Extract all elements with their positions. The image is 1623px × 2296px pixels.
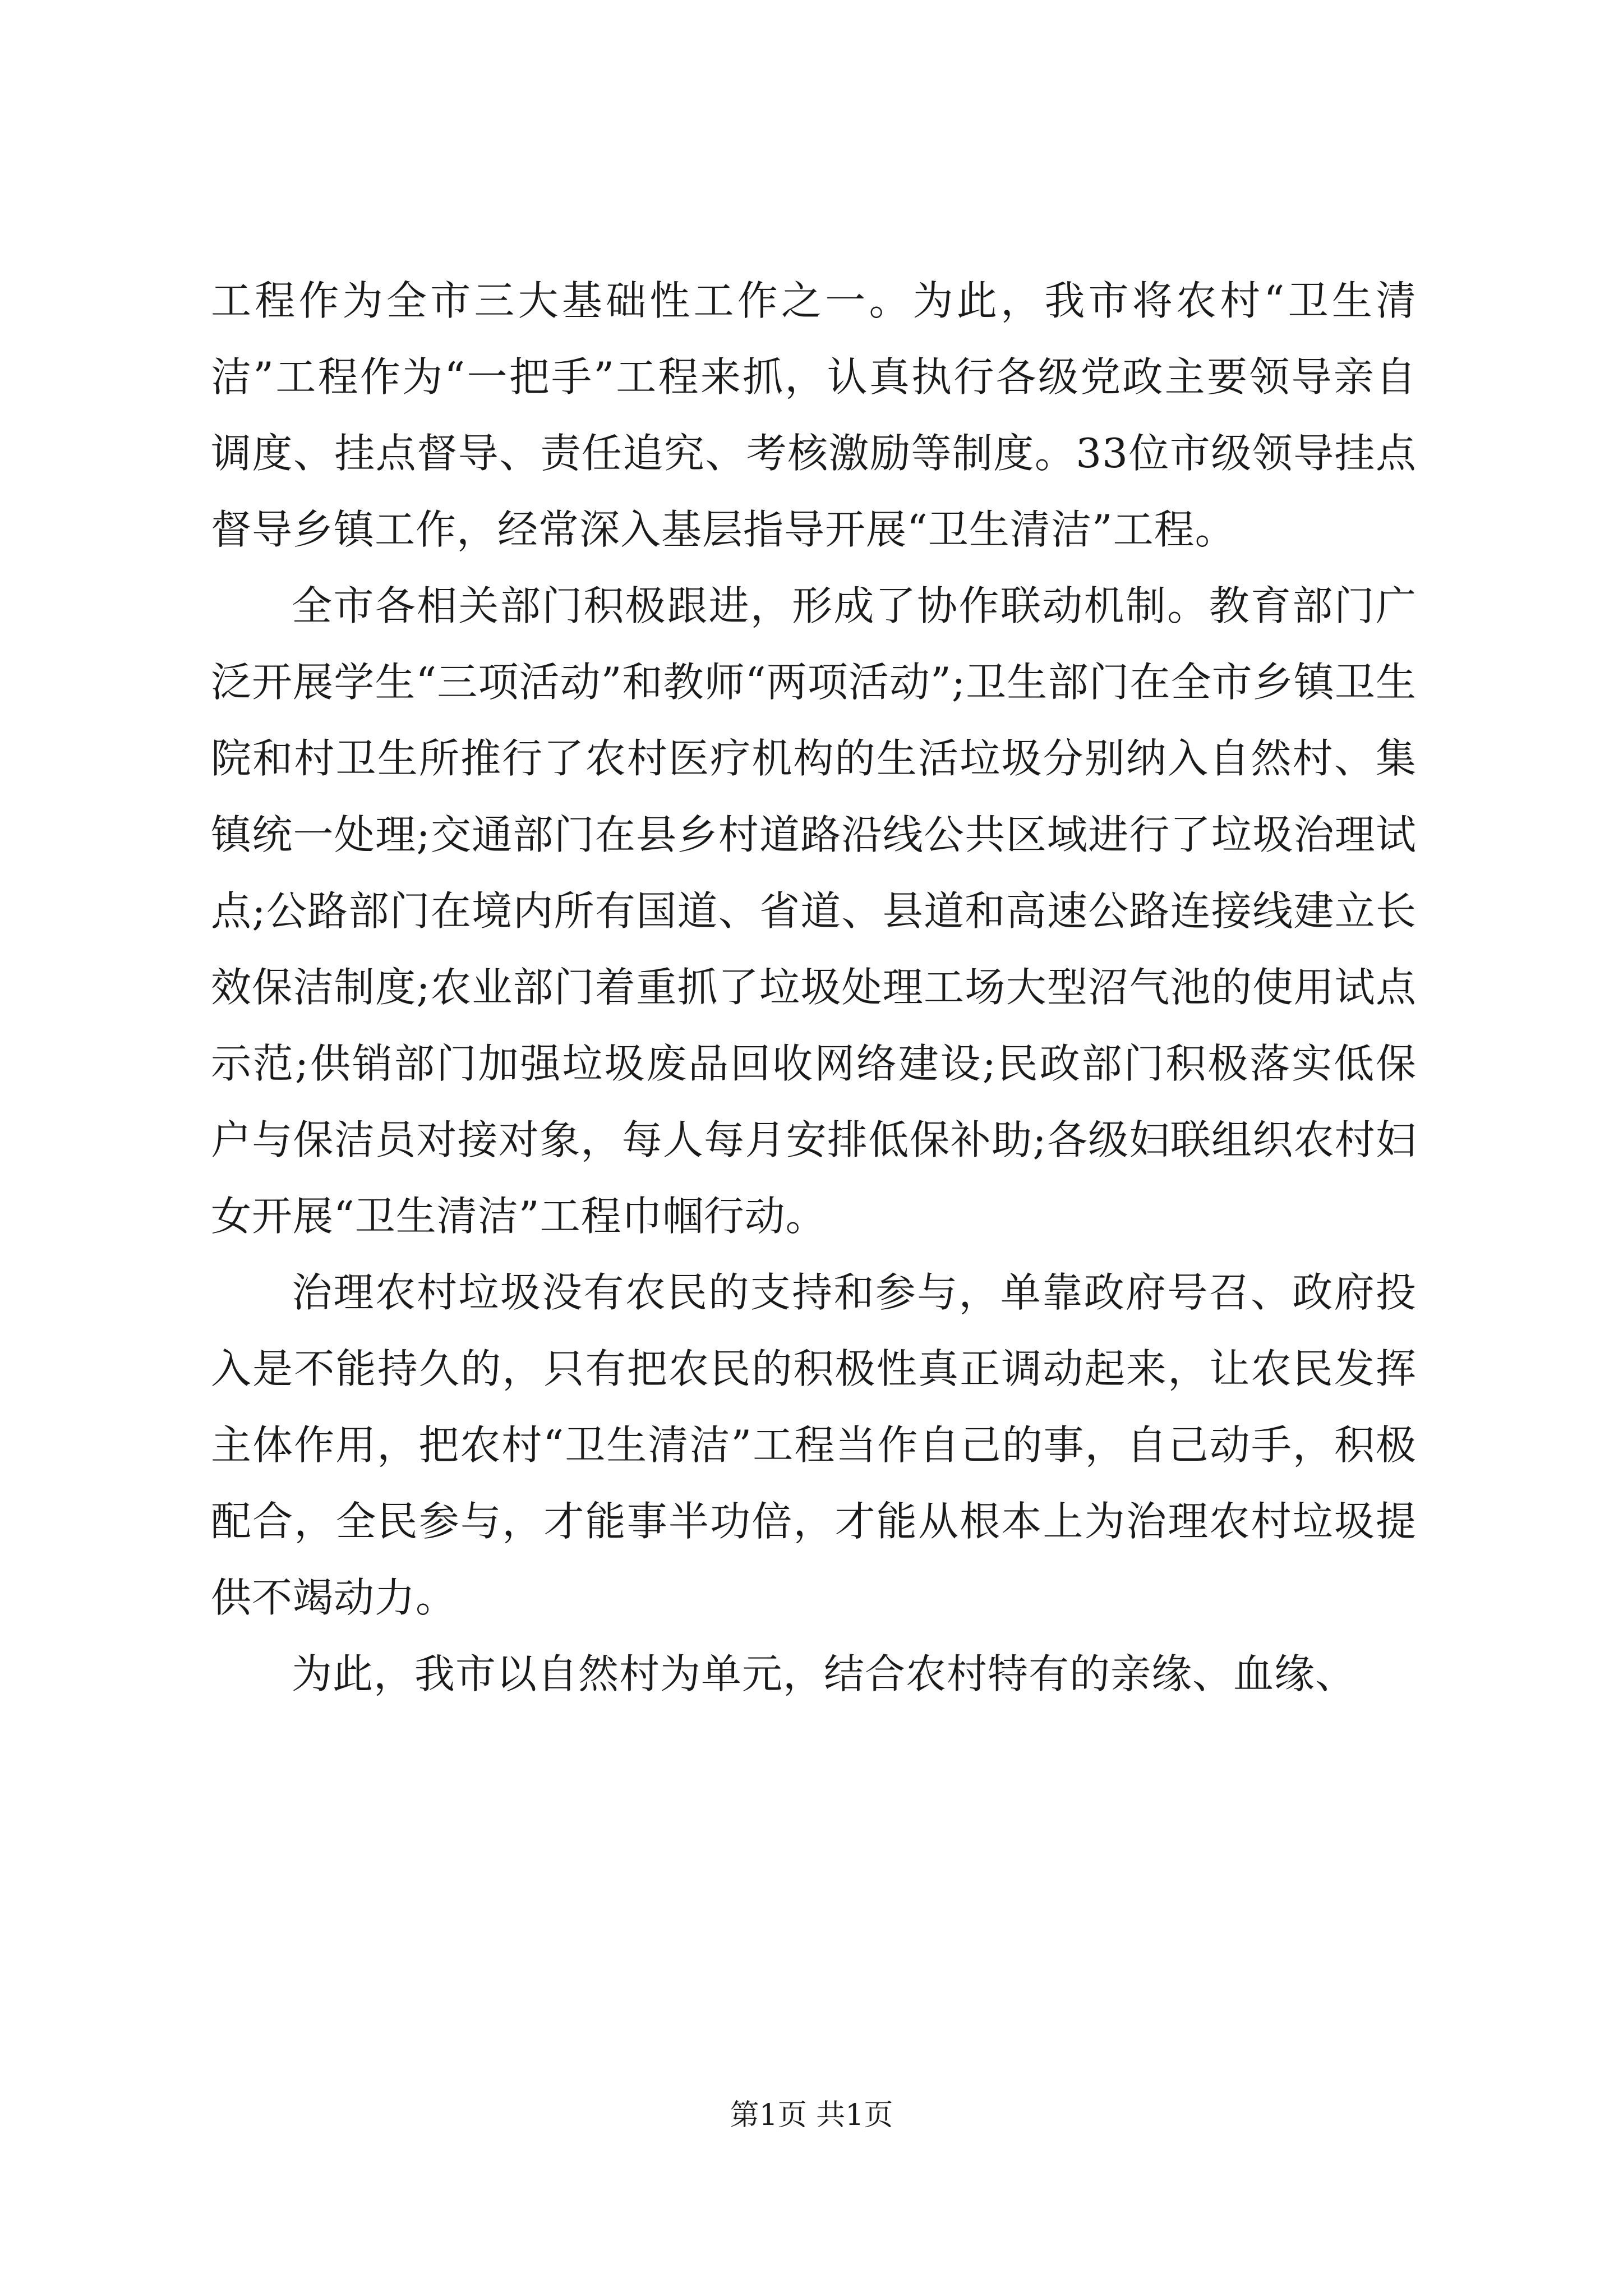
paragraph-3: 治理农村垃圾没有农民的支持和参与，单靠政府号召、政府投入是不能持久的，只有把农民的积极性真正调动起来，让农民发挥主体作用，把农村“卫生清洁”工程当作自己的事，自己动手，积极配合，全民参与，才能事半功倍，才能从根本上为治理农村垃圾提供不竭动力。 [211, 1269, 1417, 1621]
paragraph-4: 为此，我市以自然村为单元，结合农村特有的亲缘、血缘、 [292, 1650, 1357, 1697]
paragraph-1: 工程作为全市三大基础性工作之一。为此，我市将农村“卫生清洁”工程作为“一把手”工程来抓，认真执行各级党政主要领导亲自调度、挂点督导、责任追究、考核激励等制度。33位市级领导挂点督导乡镇工作，经常深入基层指导开展“卫生清洁”工程。 [211, 277, 1417, 553]
page-footer [0, 2096, 1623, 2135]
paragraph-2: 全市各相关部门积极跟进，形成了协作联动机制。教育部门广泛开展学生“三项活动”和教师“两项活动”;卫生部门在全市乡镇卫生院和村卫生所推行了农村医疗机构的生活垃圾分别纳入自然村、集镇统一处理;交通部门在县乡村道路沿线公共区域进行了垃圾治理试点;公路部门在境内所有国道、省道、县道和高速公路连接线建立长效保洁制度;农业部门着重抓了垃圾处理工场大型沼气池的使用试点示范;供销部门加强垃圾废品回收网络建设;民政部门积极落实低保户与保洁员对接对象，每人每月安排低保补助;各级妇联组织农村妇女开展“卫生清洁”工程巾帼行动。 [211, 582, 1417, 1240]
document-body [211, 263, 1417, 1712]
page-number-label: 第1页 共1页 [730, 2099, 893, 2132]
